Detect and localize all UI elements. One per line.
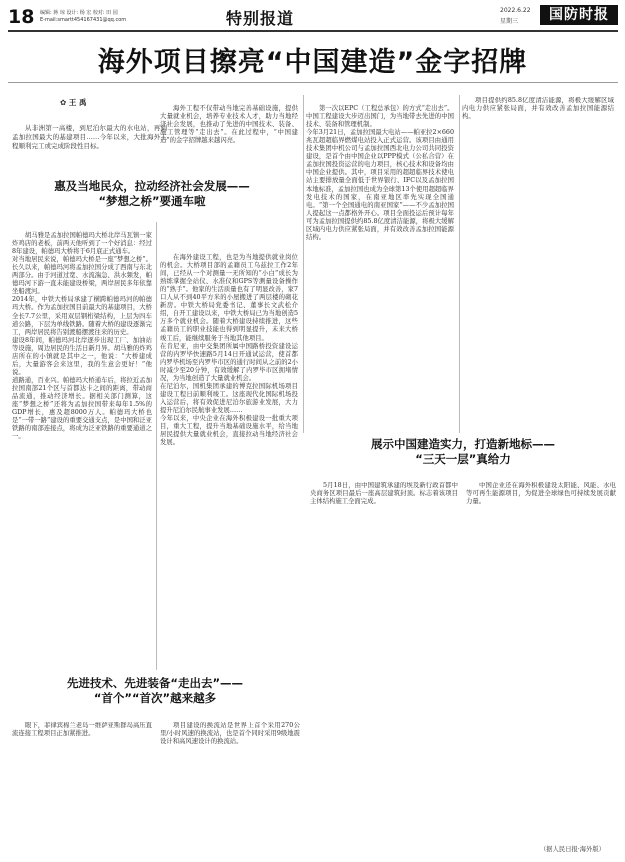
body-column-3 — [306, 97, 454, 427]
body-column-1 — [12, 224, 152, 667]
section-title: 特别报道 — [226, 9, 295, 28]
email-line: E-mail:smartt454167431@qq.com — [40, 17, 127, 23]
column-divider — [303, 95, 304, 433]
subheadline-bridge — [10, 179, 294, 209]
body-column-4: 项目提供约85.8亿度清洁能源，将极大缓解区域内电力供应紧张局面，并有效改善孟加拉国能源结构。 — [462, 97, 614, 121]
subheadline-construction-line1: 展示中国建造实力，打造新地标—— — [371, 437, 555, 451]
body-text-2: 在海外建设工程，也是为当地提供就业岗位的机会。大桥项目部的孟籍员工乌兹拉工作2年间，已经从一个对测量一无所知的“小白”成长为熟练掌握全站仪、水准仪和GPS等测量设备操作的“熟手”。他家的生活质量也有了明显改善，家7口人从不到40平方米的小屋搬进了两层楼的砌花新房。中铁大桥局党委书记、董事长文武松介绍，自开工建设以来，中铁大桥局已为当地创造5万多个就业机会。随着大桥建设持续推进，这些孟籍员工的职业技能也得到明显提升，未来大桥竣工后，能继续服务于当地其他项目。 在肯尼亚，由中交集团所属中国路桥投资建设运营的内罗毕快速路5月14日开通试运营，使首都内罗毕机场至内罗毕市区的通行时间从之前的2小时减少至20分钟，有效缓解了内罗毕市区拥堵情况，为当地创造了大量就业机会。 在尼泊尔，国机集团承建的博克拉国际机场项目建设工程日前顺利竣工。这座现代化国际机场投入运营后，将有效促进尼泊尔旅游业发展，大力提升尼泊尔民航事业发展…… 今年以来，中央企业在海外积极建设一批重大项目，重大工程，提升当地基础设施水平，给当地居民提供大量就业机会，直接拉动当地经济社会发展。 — [160, 254, 298, 447]
subheadline-technology — [10, 676, 300, 706]
issue-weekday: 星期三 — [500, 18, 519, 25]
lead-paragraph — [12, 124, 167, 164]
headline: 海外项目擦亮“中国建造”金字招牌 — [97, 47, 528, 78]
page-number: 18 — [8, 6, 35, 28]
body-text-3: 第一次以EPC（工程总承包）的方式“走出去”。 中国工程建设大步迈出国门，为当地带去先进的中国技术、装备和管理机制。 今年3月21日，孟加拉国最大电站——帕亚拉2×660兆瓦超超临界燃煤电站投入正式运营。该项目由通用技术集团中机公司与孟加拉国西北电力公司共同投资建设，是首个由中国企业以PPP模式（公私合营）在孟加拉国投资运营的电力项目，核心技术和设备均由中国企业提供。其中，项目采用的超超临界技术使电站主要排放量全面低于世界银行、IFC以及孟加拉国本地标准，孟加拉国也成为全球第13个使用超超临界发电技术的国家，在南亚地区率先实现全国通电。“第一个全国通电的南亚国家”——不少孟加拉国人提起这一点都格外开心。项目全面投运后预计每年可为孟加拉国提供约85.8亿度清洁能源，将极大缓解区域内电力供应紧张局面，并有效改善孟加拉国能源结构。 — [306, 105, 454, 241]
masthead-logo: 国防时报 — [540, 5, 618, 25]
body-column-2 — [160, 246, 298, 667]
column-divider — [459, 95, 460, 433]
body-column-8: 项目建设的换流站是世界上首个采用270公里/小时风速的换流站，也是首个同时采用9级地震设计和高风速设计的换流站。 — [160, 722, 300, 746]
issue-date: 2022.6.22 — [500, 7, 531, 14]
body-column-6: 中国企业还在海外积极建设太阳能、风能、水电等可再生能源项目，为促进全球绿色可持续发展贡献力量。 — [466, 482, 616, 506]
subheadline-bridge-line1: 惠及当地民众，拉动经济社会发展—— — [54, 179, 250, 193]
body-text-2-intro: 海外工程不仅带动当地完善基础设施，提供大量就业机会，培养专业技术人才，助力当地经济社会发展，也推动了先进的中国技术、装备、施工管理等“走出去”。在此过程中，“中国建造”的金字招牌越来越闪亮。 — [160, 105, 298, 145]
subheadline-construction — [310, 437, 616, 467]
source-credit: （据人民日报·海外版） — [540, 846, 605, 853]
subheadline-construction-line2: “三天一层”真给力 — [415, 452, 511, 466]
headline-rule — [8, 82, 618, 83]
subheadline-bridge-line2: “梦想之桥”要通车啦 — [98, 194, 206, 208]
body-text-1: 胡马雅是孟加拉国帕德玛大桥北岸马瓦镇一家炸鸡店的老板，前两天他听到了一个好消息：经过8年建设，帕德玛大桥将于6月底正式通车。 对当地居民来说，帕德玛大桥是一座“梦想之桥”。长久以来，帕德玛河将孟加拉国分成了西南与东北两部分。由于河道过宽、水流湍急、洪水频发，帕德玛河下游一直未能建设桥梁，两岸居民多年依靠坐船渡河。 2014年，中铁大桥局承建了横跨帕德玛河的帕德玛大桥。作为孟加拉国目前最大的基建项目，大桥全长7.7公里，采用双层钢桁梁结构，上层为四车道公路，下层为单线铁路。随着大桥的建设逐渐完工，两岸居民将告别渡船摆渡往来的历史。 建设8年间，帕德玛河北岸逐步出现工厂、加油站等设施，周边居民的生活日新月异。胡马雅的炸鸡店所在的小镇就是其中之一，他说：“大桥建成后，大量游客会来这里，我的生意会更好！”他说。 道路通，百业兴。帕德玛大桥通车后，将拉近孟加拉国南部21个区与首都达卡之间的距离，带动商品流通，推动经济增长。据相关部门测算，这座“梦想之桥”还将为孟加拉国带来每年1.5%的GDP增长，惠及超8000万人。帕德玛大桥也是“一带一路”建设的重要交通支点，是中国和泛亚铁路的南部连接点，将成为泛亚铁路的重要通道之一。 — [12, 232, 152, 441]
editor-line: 编辑: 蒋 琼 设计: 杨 宏 校对: 田 园 — [40, 10, 118, 16]
author-name: 王 禹 — [68, 98, 87, 107]
subheadline-technology-line1: 先进技术、先进装备“走出去”—— — [66, 676, 244, 690]
author-byline — [60, 97, 87, 108]
pen-icon: ✿ — [60, 98, 67, 107]
body-column-7: 眼下，菲律宾棉兰老岛一维萨亚斯群岛高压直流连接工程项目正加紧推进。 — [12, 722, 152, 738]
subheadline-technology-line2: “首个”“首次”越来越多 — [93, 691, 217, 705]
body-column-5: 5月18日，由中国建筑承建的埃及新行政首都中央商务区项目最后一座高层建筑封顶。标志着该项目主体结构施工全面完成。 — [310, 482, 458, 506]
lead-text: 从非洲第一高楼，到尼泊尔最大的水电站，再到孟加拉国最大的基建项目……今年以来，大批海外工程顺利完工或完成阶段性目标。 — [12, 124, 167, 150]
header-rule — [8, 30, 618, 32]
column-divider — [156, 222, 157, 670]
body-column-2-intro — [160, 97, 298, 177]
